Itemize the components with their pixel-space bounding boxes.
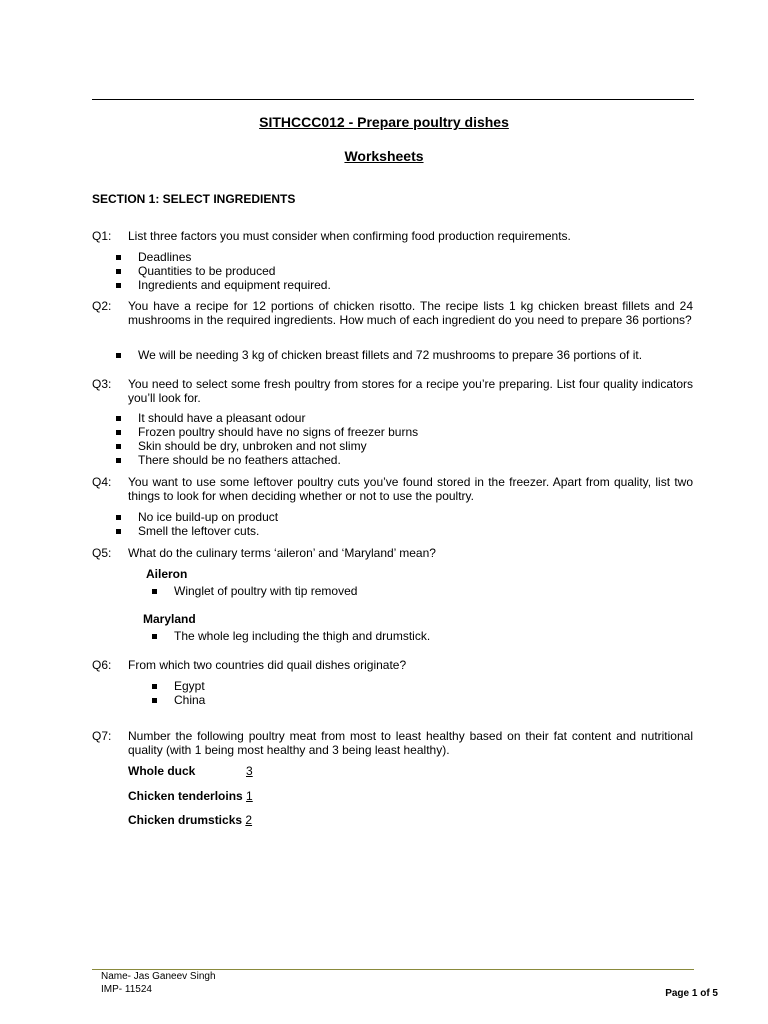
bullet-icon <box>152 698 157 703</box>
document-title: SITHCCC012 - Prepare poultry dishes <box>259 114 509 130</box>
question-number: Q3: <box>92 377 112 391</box>
answer-item: Egypt <box>151 679 205 693</box>
question-text: You need to select some fresh poultry from stores for a recipe you’re preparing. List four quality indicators you’ll look for. <box>128 377 693 405</box>
maryland-heading: Maryland <box>143 612 196 626</box>
answer-list <box>115 510 278 538</box>
bullet-icon <box>152 684 157 689</box>
bullet-icon <box>152 589 157 594</box>
question-text: You want to use some leftover poultry cuts you’ve found stored in the freezer. Apart from quality, list two things to look for when deciding whether or not to use the poultry. <box>128 475 693 503</box>
header-rule <box>92 99 694 100</box>
answer-item: Quantities to be produced <box>115 264 331 278</box>
bullet-icon <box>116 515 121 520</box>
answer-item: Smell the leftover cuts. <box>115 524 278 538</box>
answer-item: No ice build-up on product <box>115 510 278 524</box>
bullet-icon <box>116 255 121 260</box>
answer-item: Winglet of poultry with tip removed <box>151 584 357 598</box>
bullet-icon <box>116 430 121 435</box>
answer-item: Skin should be dry, unbroken and not slimy <box>115 439 418 453</box>
ranking-label: Whole duck <box>128 764 196 778</box>
aileron-heading: Aileron <box>146 567 188 581</box>
bullet-icon <box>152 634 157 639</box>
answer-item: China <box>151 693 205 707</box>
answer-list <box>115 411 418 467</box>
answer-item: There should be no feathers attached. <box>115 453 418 467</box>
answer-item: Frozen poultry should have no signs of freezer burns <box>115 425 418 439</box>
section-heading: SECTION 1: SELECT INGREDIENTS <box>92 192 296 206</box>
question-number: Q4: <box>92 475 112 489</box>
document-subtitle: Worksheets <box>344 148 424 164</box>
answer-list <box>115 348 642 362</box>
answer-list <box>115 250 331 292</box>
bullet-icon <box>116 269 121 274</box>
bullet-icon <box>116 529 121 534</box>
bullet-icon <box>116 283 121 288</box>
answer-list <box>151 584 357 598</box>
ranking-row <box>128 789 253 803</box>
answer-list <box>151 679 205 707</box>
answer-item: Ingredients and equipment required. <box>115 278 331 292</box>
question-text: Number the following poultry meat from most to least healthy based on their fat content and nutritional quality (with 1 being most healthy and 3 being least healthy). <box>128 729 693 757</box>
page-number: Page 1 of 5 <box>665 988 718 999</box>
ranking-value: 2 <box>245 813 253 827</box>
ranking-label: Chicken tenderloins <box>128 789 243 803</box>
answer-list <box>151 629 430 643</box>
ranking-row <box>128 813 252 827</box>
question-text: What do the culinary terms ‘aileron’ and ‘Maryland’ mean? <box>128 546 436 560</box>
answer-item: It should have a pleasant odour <box>115 411 418 425</box>
answer-item: Deadlines <box>115 250 331 264</box>
question-number: Q2: <box>92 299 112 313</box>
question-text: List three factors you must consider when confirming food production requirements. <box>128 229 571 243</box>
bullet-icon <box>116 458 121 463</box>
footer-student-name: Name- Jas Ganeev Singh <box>101 971 216 982</box>
question-number: Q6: <box>92 658 112 672</box>
bullet-icon <box>116 444 121 449</box>
question-number: Q1: <box>92 229 112 243</box>
question-number: Q5: <box>92 546 112 560</box>
question-text: You have a recipe for 12 portions of chicken risotto. The recipe lists 1 kg chicken breast fillets and 24 mushrooms in the required ingredients. How much of each ingredient do you need to prepare 36 portions? <box>128 299 693 327</box>
question-text: From which two countries did quail dishes originate? <box>128 658 407 672</box>
answer-item: We will be needing 3 kg of chicken breast fillets and 72 mushrooms to prepare 36 portions of it. <box>115 348 642 362</box>
ranking-value: 1 <box>246 789 253 803</box>
footer-student-id: IMP- 11524 <box>101 984 152 995</box>
footer-rule <box>92 969 694 970</box>
bullet-icon <box>116 353 121 358</box>
ranking-value: 3 <box>246 764 253 778</box>
bullet-icon <box>116 416 121 421</box>
ranking-label: Chicken drumsticks <box>128 813 243 827</box>
question-number: Q7: <box>92 729 112 743</box>
answer-item: The whole leg including the thigh and drumstick. <box>151 629 430 643</box>
